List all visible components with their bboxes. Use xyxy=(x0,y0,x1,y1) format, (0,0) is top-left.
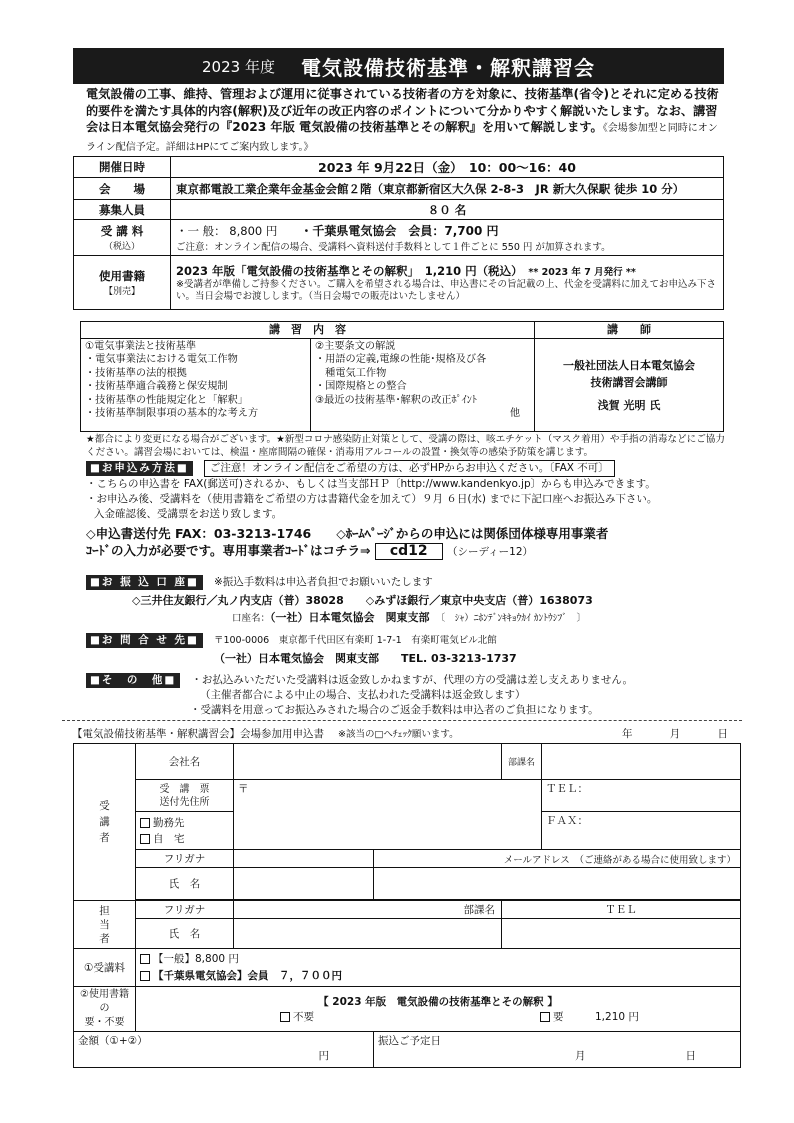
course-item: ・用語の定義,電線の性能･規格及び各 xyxy=(315,354,487,366)
apply-line2: ・お申込み後、受講料を（使用書籍をご希望の方は書籍代金を加えて）９月 ６日(水) までに下記口座へお振込み下さい。 xyxy=(86,493,658,505)
staff-tel-input[interactable] xyxy=(502,919,741,949)
zip-mark: 〒 xyxy=(238,783,249,795)
holder-name: （一社）日本電気協会 関東支部 xyxy=(270,611,430,624)
contact-section xyxy=(86,632,736,666)
company-label: 会社名 xyxy=(136,744,234,780)
book-sub: 【別売】 xyxy=(103,287,140,297)
lecturer-role: 技術講習会講師 xyxy=(590,375,668,389)
fax-number: ◇申込書送付先 FAX：03-3213-1746 xyxy=(86,526,312,541)
lecturer-header: 講 師 xyxy=(535,322,724,339)
fax-label: ＦＡＸ： xyxy=(546,815,588,827)
date-month: 月 xyxy=(669,728,681,740)
transfer-cell[interactable] xyxy=(374,1032,741,1068)
apply-line3: 入金確認後、受講票をお送り致します。 xyxy=(94,508,283,520)
course-item: ・技術基準の法的根拠 xyxy=(85,367,187,379)
course-item: ③最近の技術基準･解釈の改正ﾎﾟｲﾝﾄ xyxy=(315,394,477,406)
fee-value-cell xyxy=(171,220,724,256)
total-cell[interactable] xyxy=(74,1032,374,1068)
staff-name-input[interactable] xyxy=(234,919,502,949)
fee-sub: （税込） xyxy=(103,242,140,252)
date-value: 2023 年 9月22日（金） 10：00～16：40 xyxy=(171,157,724,178)
total-unit: 円 xyxy=(318,1050,329,1062)
course-item: ・電気事業法における電気工作物 xyxy=(85,354,238,366)
fee-general: ・一 般： 8,800 円 xyxy=(176,224,278,238)
course-col2 xyxy=(311,339,535,432)
total-label: 金額（①+②） xyxy=(78,1035,148,1047)
book-label: 使用書籍 xyxy=(99,269,145,283)
staff-furigana-label: フリガナ xyxy=(136,901,234,919)
lecturer-org: 一般社団法人日本電気協会 xyxy=(563,358,695,372)
holder-kana: 〔 ｼｬ）ﾆﾎﾝﾃﾞﾝｷｷｮｳｶｲ ｶﾝﾄｳｼﾌﾞ 〕 xyxy=(440,613,587,624)
book-yes-checkbox[interactable] xyxy=(540,1012,550,1022)
transfer-label: 振込ご予定日 xyxy=(378,1035,441,1047)
business-code: cd12 xyxy=(375,543,443,560)
bank-2: ◇みずほ銀行／東京中央支店（普）1638073 xyxy=(365,594,593,607)
form-header xyxy=(72,726,742,741)
contact-address: 〒100-0006 東京都千代田区有楽町 1-7-1 有楽町電気ビル北館 xyxy=(213,635,497,646)
tel-label: ＴＥＬ： xyxy=(546,783,588,795)
fee-note: ご注意：オンライン配信の場合、受講料へ資料送付手数料として１件ごとに 550 円 が加算されます。 xyxy=(176,242,611,253)
fax-input[interactable] xyxy=(542,812,741,850)
course-item: ・技術基準適合義務と保安規制 xyxy=(85,381,228,393)
tel-input[interactable] xyxy=(542,780,741,812)
contact-org: （一社）日本電気協会 関東支部 TEL. 03-3213-1737 xyxy=(214,652,517,665)
intro-paragraph xyxy=(86,86,726,156)
name-input[interactable] xyxy=(234,868,374,900)
transfer-month: 月 xyxy=(575,1050,586,1062)
fee-member: ・千葉県電気協会 会員：7,700 円 xyxy=(300,224,499,238)
book-yes-label: 要 xyxy=(553,1011,564,1023)
book-title: 2023 年版「電気設備の技術基準とその解釈」 1,210 円（税込） xyxy=(176,263,517,278)
book-no-checkbox[interactable] xyxy=(280,1012,290,1022)
staff-tel-label: ＴＥＬ xyxy=(502,901,741,919)
notice-text: ★都合により変更になる場合がございます。★新型コロナ感染防止対策として、受講の際は、咳エチケット（マスク着用）や手指の消毒などにご協力ください。講習会場においては、検温・座席間隔の確保・消毒用アルコールの設置・換気等の感染予防策を講じます。 xyxy=(86,434,725,458)
book-options xyxy=(136,987,741,1032)
course-item: ・技術基準の性能規定化と「解釈」 xyxy=(85,394,248,406)
company-input[interactable] xyxy=(234,744,502,780)
fee-option-general: 【一般】8,800 円 xyxy=(153,952,239,965)
other-tag: ■そ の 他■ xyxy=(86,673,180,688)
book-release: ** 2023 年 7 月発行 ** xyxy=(528,266,636,278)
course-item: 種電気工作物 xyxy=(315,367,387,379)
check-note: ※該当の□へﾁｪｯｸ願います。 xyxy=(338,729,459,740)
address-input[interactable] xyxy=(234,780,542,850)
other-line3: ・受講料を用意ってお振込みされた場合のご返金手数料は申込者のご負担になります。 xyxy=(190,704,599,716)
content-header: 講 習 内 容 xyxy=(81,322,535,339)
staff-dept-label: 部課名 xyxy=(234,901,502,919)
date-year: 年 xyxy=(622,728,633,740)
code-reading: （シーディー12） xyxy=(447,546,534,558)
book-price: 1,210 円 xyxy=(595,1011,639,1023)
send-to-label: 受 講 票 送付先住所 xyxy=(136,780,234,812)
course-item: ②主要条文の解説 xyxy=(315,341,396,352)
book-value-cell xyxy=(171,256,724,310)
course-item: ①電気事業法と技術基準 xyxy=(85,341,197,352)
course-item: ・技術基準制限事項の基本的な考え方 xyxy=(85,408,259,420)
lecturer-name: 浅賀 光明 氏 xyxy=(597,398,661,412)
apply-tag: ■お申込み方法■ xyxy=(86,461,193,476)
other-line2: （主催者都合による中止の場合、支払われた受講料は返金致します） xyxy=(200,689,526,701)
fee-label-cell xyxy=(74,220,171,256)
book-label-cell xyxy=(74,256,171,310)
contact-tag: ■お 問 合 せ 先■ xyxy=(86,633,203,648)
page-title: 電気設備技術基準・解釈講習会 xyxy=(300,55,595,80)
transfer-day: 日 xyxy=(685,1050,696,1062)
intro-text: 電気設備の工事、維持、管理および運用に従事されている技術者の方を対象に、技術基準(省令)とそれに定める技術的要件を満たす具体的内容(解釈)及び近年の改正内容のポイントについて分かりやすく解説いたします。なお、講習会は日本電気協会発行の『2023 年版 電気設備の技術基準とその解釈』を用いて解説します。 xyxy=(86,87,719,134)
home-checkbox[interactable] xyxy=(140,834,150,844)
work-label: 勤務先 xyxy=(153,816,185,829)
code-note: ｺｰﾄﾞの入力が必要です。専用事業者ｺｰﾄﾞはコチラ⇒ xyxy=(86,543,371,558)
capacity-value: ８０ 名 xyxy=(171,200,724,220)
form-title: 【電気設備技術基準・解釈講習会】会場参加用申込書 xyxy=(72,728,324,740)
name-label: 氏 名 xyxy=(136,868,234,900)
staff-name-label: 氏 名 xyxy=(136,919,234,949)
venue-value: 東京都電設工業企業年金基金会館２階（東京都新宿区大久保 2-8-3 JR 新大久保駅 徒歩 10 分） xyxy=(171,178,724,200)
home-label: 自 宅 xyxy=(153,832,185,845)
intro-note: 《会場参加型と同時にオンライン配信予定。詳細はHPにてご案内致します。》 xyxy=(86,123,718,153)
bank-note: ※振込手数料は申込者負担でお願いいたします xyxy=(213,576,433,588)
course-item: 他 xyxy=(509,408,520,420)
fee-options xyxy=(136,949,741,987)
apply-line1: ・こちらの申込書を FAX(郵送可)されるか、もしくは当支部ＨＰ〔http://www.kandenkyo.jp〕からも申込みできます。 xyxy=(86,478,656,490)
dept-input[interactable] xyxy=(542,744,741,780)
furigana-input[interactable] xyxy=(234,850,374,868)
furigana-label: フリガナ xyxy=(136,850,234,868)
date-day: 日 xyxy=(717,728,728,740)
member-checkbox[interactable] xyxy=(140,971,150,981)
cut-line xyxy=(62,720,742,721)
bank-section xyxy=(86,574,736,626)
venue-label: 会 場 xyxy=(74,178,171,200)
bank-tag: ■お 振 込 口 座■ xyxy=(86,575,203,590)
attendee-label: 受 講 者 xyxy=(74,744,136,901)
book-no-label: 不要 xyxy=(293,1011,314,1023)
year-label: 2023 年度 xyxy=(202,57,275,76)
address-type-cell xyxy=(136,812,234,850)
dept-label: 部課名 xyxy=(502,744,542,780)
general-checkbox[interactable] xyxy=(140,954,150,964)
title-banner xyxy=(73,48,724,84)
course-table xyxy=(80,321,724,432)
fee-label: 受 講 料 xyxy=(100,224,144,238)
staff-label: 担 当 者 xyxy=(74,901,136,949)
lecturer-cell xyxy=(535,339,724,432)
book-row-label: ②使用書籍の 要・不要 xyxy=(74,987,136,1032)
application-form xyxy=(73,743,741,1068)
bank-1: ◇三井住友銀行／丸ノ内支店（普）38028 xyxy=(132,594,344,607)
email-label: メールアドレス （ご連絡がある場合に使用致します） xyxy=(374,850,741,868)
email-input[interactable] xyxy=(374,868,741,900)
course-col1 xyxy=(81,339,311,432)
info-table xyxy=(73,156,724,310)
work-checkbox[interactable] xyxy=(140,818,150,828)
book-note: ※受講者が準備しご持参ください。ご購入を希望される場合は、申込書にその旨記載の上、代金を受講料に加えてお申込み下さい。当日会場でお渡しします。（当日会場での販売はいたしません） xyxy=(176,278,716,302)
book-row-title: 【 2023 年版 電気設備の技術基準とその解釈 】 xyxy=(318,996,558,1008)
online-note: ご注意！オンライン配信をご希望の方は、必ずHPからお申込ください。〔FAX 不可〕 xyxy=(204,460,615,477)
other-section xyxy=(86,672,736,718)
fee-row-label: ①受講料 xyxy=(74,949,136,987)
course-item: ・国際規格との整合 xyxy=(315,381,407,393)
holder-label: 口座名： xyxy=(232,613,271,624)
hp-note: ◇ﾎｰﾑﾍﾟｰｼﾞからの申込には関係団体様専用事業者 xyxy=(336,526,609,541)
capacity-label: 募集人員 xyxy=(74,200,171,220)
apply-section xyxy=(86,460,736,560)
date-label: 開催日時 xyxy=(74,157,171,178)
fee-option-member: 【千葉県電気協会】会員 ７，７００円 xyxy=(153,969,342,982)
other-line1: ・お払込みいただいた受講料は返金致しかねますが、代理の方の受講は差し支えありません。 xyxy=(191,674,633,686)
